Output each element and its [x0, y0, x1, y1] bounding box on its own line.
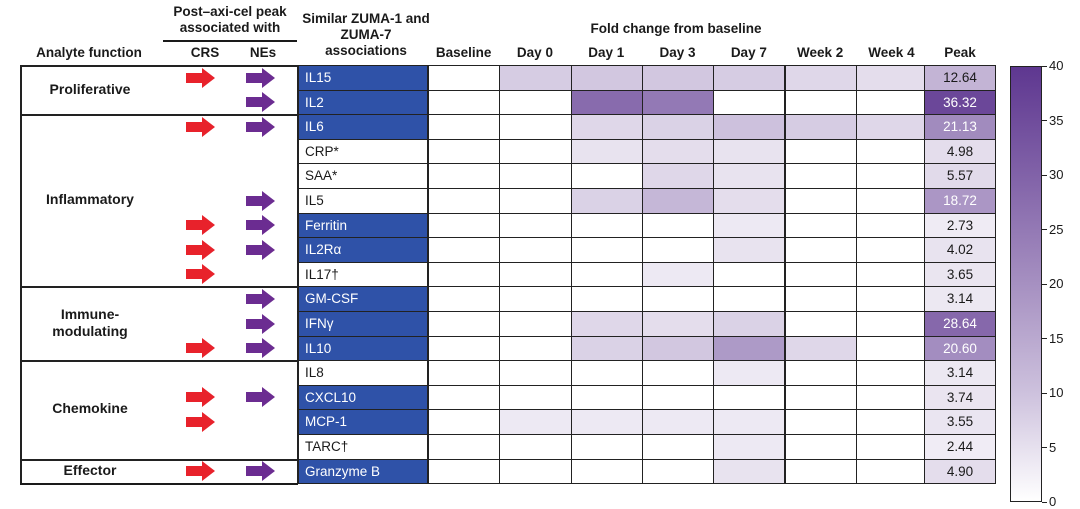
nes-arrow-icon	[246, 215, 276, 235]
crs-arrow-icon	[186, 338, 216, 358]
table-bottom-line	[20, 483, 298, 485]
col-header-nes: NEs	[249, 45, 277, 60]
colorbar-tick-mark	[1042, 338, 1047, 339]
heat-cell	[428, 459, 500, 485]
peak-value: 3.14	[924, 286, 996, 312]
heat-cell	[856, 188, 928, 214]
colorbar-tick-label: 20	[1049, 276, 1064, 291]
nes-arrow-icon	[246, 191, 276, 211]
analyte-label: IL6	[298, 114, 428, 140]
peak-value: 3.55	[924, 409, 996, 435]
heat-cell	[856, 409, 928, 435]
heat-cell	[856, 385, 928, 411]
heat-cell	[642, 409, 714, 435]
heat-cell	[499, 139, 571, 165]
heat-cell	[713, 459, 785, 485]
heat-cell	[785, 459, 857, 485]
colorbar-tick-mark	[1042, 120, 1047, 121]
heat-cell	[499, 90, 571, 116]
nes-arrow-icon	[246, 68, 276, 88]
heat-cell	[713, 114, 785, 140]
heat-cell	[856, 262, 928, 288]
analyte-label: CRP*	[298, 139, 428, 165]
heat-cell	[571, 65, 643, 91]
heat-cell	[713, 360, 785, 386]
heat-cell	[571, 90, 643, 116]
heat-cell	[428, 65, 500, 91]
heat-cell	[642, 262, 714, 288]
col-header-function: Analyte function	[36, 45, 142, 60]
nes-arrow-icon	[246, 338, 276, 358]
crs-arrow-icon	[186, 117, 216, 137]
heat-cell	[499, 336, 571, 362]
col-header-crs: CRS	[190, 45, 220, 60]
heat-cell	[571, 286, 643, 312]
heat-cell	[713, 188, 785, 214]
heat-cell	[642, 336, 714, 362]
colorbar-tick-label: 15	[1049, 330, 1064, 346]
heat-cell	[571, 459, 643, 485]
peak-value: 5.57	[924, 163, 996, 189]
analyte-label: Granzyme B	[298, 459, 428, 485]
colorbar-tick-mark	[1042, 229, 1047, 230]
heat-cell	[428, 213, 500, 239]
crs-arrow-icon	[186, 461, 216, 481]
heat-cell	[642, 237, 714, 263]
heat-cell	[785, 65, 857, 91]
analyte-label: GM-CSF	[298, 286, 428, 312]
heat-cell	[428, 360, 500, 386]
heat-cell	[713, 139, 785, 165]
colorbar-gradient	[1010, 66, 1042, 502]
peak-value: 4.02	[924, 237, 996, 263]
heat-cell	[713, 237, 785, 263]
peak-value: 36.32	[924, 90, 996, 116]
heat-cell	[785, 262, 857, 288]
heat-cell	[856, 237, 928, 263]
peak-value: 12.64	[924, 65, 996, 91]
heat-cell	[571, 409, 643, 435]
heat-cell	[499, 459, 571, 485]
heat-cell	[713, 409, 785, 435]
peak-value: 4.98	[924, 139, 996, 165]
heat-cell	[785, 163, 857, 189]
crs-arrow-icon	[186, 240, 216, 260]
peak-value: 2.73	[924, 213, 996, 239]
col-header-timepoint: Day 0	[516, 45, 553, 60]
nes-arrow-icon	[246, 387, 276, 407]
nes-arrow-icon	[246, 289, 276, 309]
heat-cell	[428, 262, 500, 288]
peak-value: 21.13	[924, 114, 996, 140]
group-label: Inflammatory	[46, 191, 134, 208]
heat-cell	[856, 286, 928, 312]
heat-cell	[571, 188, 643, 214]
col-header-peak: Peak	[944, 45, 976, 60]
crs-arrow-icon	[186, 387, 216, 407]
heat-cell	[642, 385, 714, 411]
analyte-label: IL17†	[298, 262, 428, 288]
heat-cell	[499, 360, 571, 386]
fold-header: Fold change from baseline	[590, 21, 762, 36]
heat-cell	[571, 311, 643, 337]
heat-cell	[499, 434, 571, 460]
heat-cell	[642, 434, 714, 460]
col-header-timepoint: Baseline	[435, 45, 492, 60]
colorbar-tick-label: 25	[1049, 221, 1064, 237]
heat-cell	[499, 114, 571, 140]
heat-cell	[428, 139, 500, 165]
nes-arrow-icon	[246, 240, 276, 260]
nes-arrow-icon	[246, 117, 276, 137]
colorbar-tick-mark	[1042, 284, 1047, 285]
heat-cell	[428, 311, 500, 337]
heat-cell	[856, 65, 928, 91]
heat-cell	[856, 336, 928, 362]
peak-value: 3.65	[924, 262, 996, 288]
heat-cell	[642, 65, 714, 91]
analyte-label: Ferritin	[298, 213, 428, 239]
analyte-label: MCP-1	[298, 409, 428, 435]
heat-cell	[713, 163, 785, 189]
analyte-label: IL10	[298, 336, 428, 362]
heat-cell	[713, 336, 785, 362]
heat-cell	[713, 65, 785, 91]
peak-value: 2.44	[924, 434, 996, 460]
heat-cell	[499, 213, 571, 239]
analyte-label: IL2Rα	[298, 237, 428, 263]
heat-cell	[571, 385, 643, 411]
colorbar-tick-label: 30	[1049, 167, 1064, 182]
nes-arrow-icon	[246, 92, 276, 112]
heat-cell	[713, 385, 785, 411]
group-header-underline	[163, 40, 297, 42]
analyte-label: CXCL10	[298, 385, 428, 411]
colorbar-tick-label: 10	[1049, 385, 1064, 400]
col-header-timepoint: Week 2	[797, 45, 844, 60]
analyte-label: IL5	[298, 188, 428, 214]
crs-arrow-icon	[186, 215, 216, 235]
colorbar-tick-label: 0	[1049, 494, 1057, 509]
heat-cell	[499, 188, 571, 214]
colorbar-tick-label: 40	[1049, 58, 1064, 73]
heat-cell	[642, 163, 714, 189]
group-label: Immune- modulating	[52, 306, 128, 340]
colorbar-tick-label: 5	[1049, 439, 1057, 455]
heat-cell	[642, 90, 714, 116]
heat-cell	[428, 163, 500, 189]
heat-cell	[785, 360, 857, 386]
peak-value: 18.72	[924, 188, 996, 214]
col-header-timepoint: Day 7	[730, 45, 767, 60]
peak-value: 28.64	[924, 311, 996, 337]
heat-cell	[428, 409, 500, 435]
heat-cell	[713, 311, 785, 337]
heat-cell	[499, 65, 571, 91]
group-header: Post–axi-cel peak associated with	[173, 4, 287, 35]
col-header-timepoint: Week 4	[868, 45, 915, 60]
heat-cell	[642, 286, 714, 312]
heat-cell	[571, 434, 643, 460]
group-label: Proliferative	[49, 80, 131, 97]
colorbar-tick-mark	[1042, 447, 1047, 448]
heat-cell	[499, 311, 571, 337]
heat-cell	[571, 237, 643, 263]
heat-cell	[785, 385, 857, 411]
heat-cell	[499, 409, 571, 435]
nes-arrow-icon	[246, 461, 276, 481]
heat-cell	[785, 409, 857, 435]
heat-cell	[499, 163, 571, 189]
heat-cell	[571, 163, 643, 189]
analyte-label: IFNγ	[298, 311, 428, 337]
heat-cell	[785, 90, 857, 116]
heat-cell	[428, 90, 500, 116]
heat-cell	[428, 336, 500, 362]
heat-cell	[713, 213, 785, 239]
assoc-header: Similar ZUMA-1 and ZUMA-7 associations	[302, 11, 430, 58]
heat-cell	[713, 90, 785, 116]
heat-cell	[856, 213, 928, 239]
heat-cell	[785, 139, 857, 165]
heat-cell	[428, 237, 500, 263]
heat-cell	[571, 262, 643, 288]
colorbar-tick-label: 35	[1049, 112, 1064, 128]
peak-value: 3.74	[924, 385, 996, 411]
heat-cell	[785, 237, 857, 263]
heat-cell	[713, 286, 785, 312]
analyte-label: SAA*	[298, 163, 428, 189]
peak-value: 4.90	[924, 459, 996, 485]
heat-cell	[713, 262, 785, 288]
heat-cell	[785, 114, 857, 140]
heat-cell	[571, 336, 643, 362]
nes-arrow-icon	[246, 314, 276, 334]
heat-cell	[785, 336, 857, 362]
crs-arrow-icon	[186, 68, 216, 88]
heat-cell	[428, 114, 500, 140]
heat-cell	[642, 139, 714, 165]
analyte-label: IL15	[298, 65, 428, 91]
colorbar-tick-mark	[1042, 393, 1047, 394]
heat-cell	[785, 434, 857, 460]
heat-cell	[642, 188, 714, 214]
analyte-label: TARC†	[298, 434, 428, 460]
col-header-timepoint: Day 3	[659, 45, 696, 60]
heat-cell	[856, 90, 928, 116]
col-header-timepoint: Day 1	[588, 45, 625, 60]
heat-cell	[642, 213, 714, 239]
heat-cell	[856, 163, 928, 189]
crs-arrow-icon	[186, 264, 216, 284]
colorbar-tick-mark	[1042, 66, 1047, 67]
heat-cell	[856, 459, 928, 485]
heat-cell	[785, 188, 857, 214]
heat-cell	[785, 311, 857, 337]
colorbar-tick-mark	[1042, 175, 1047, 176]
analyte-label: IL8	[298, 360, 428, 386]
heat-cell	[642, 114, 714, 140]
heat-cell	[499, 262, 571, 288]
heat-cell	[428, 385, 500, 411]
heat-cell	[642, 360, 714, 386]
analyte-label: IL2	[298, 90, 428, 116]
heat-cell	[571, 360, 643, 386]
heat-cell	[571, 114, 643, 140]
heat-cell	[428, 188, 500, 214]
group-label: Chemokine	[52, 400, 128, 417]
heat-cell	[571, 213, 643, 239]
heat-cell	[856, 139, 928, 165]
peak-value: 20.60	[924, 336, 996, 362]
heat-cell	[499, 286, 571, 312]
group-label: Effector	[63, 461, 117, 478]
heat-cell	[499, 237, 571, 263]
heat-cell	[856, 114, 928, 140]
heat-cell	[499, 385, 571, 411]
heat-cell	[713, 434, 785, 460]
heat-cell	[428, 434, 500, 460]
heat-cell	[785, 213, 857, 239]
heat-cell	[642, 459, 714, 485]
crs-arrow-icon	[186, 412, 216, 432]
heat-cell	[785, 286, 857, 312]
heat-cell	[571, 139, 643, 165]
heat-cell	[856, 360, 928, 386]
heat-cell	[642, 311, 714, 337]
peak-value: 3.14	[924, 360, 996, 386]
heat-cell	[428, 286, 500, 312]
colorbar-tick-mark	[1042, 502, 1047, 503]
heat-cell	[856, 434, 928, 460]
heat-cell	[856, 311, 928, 337]
